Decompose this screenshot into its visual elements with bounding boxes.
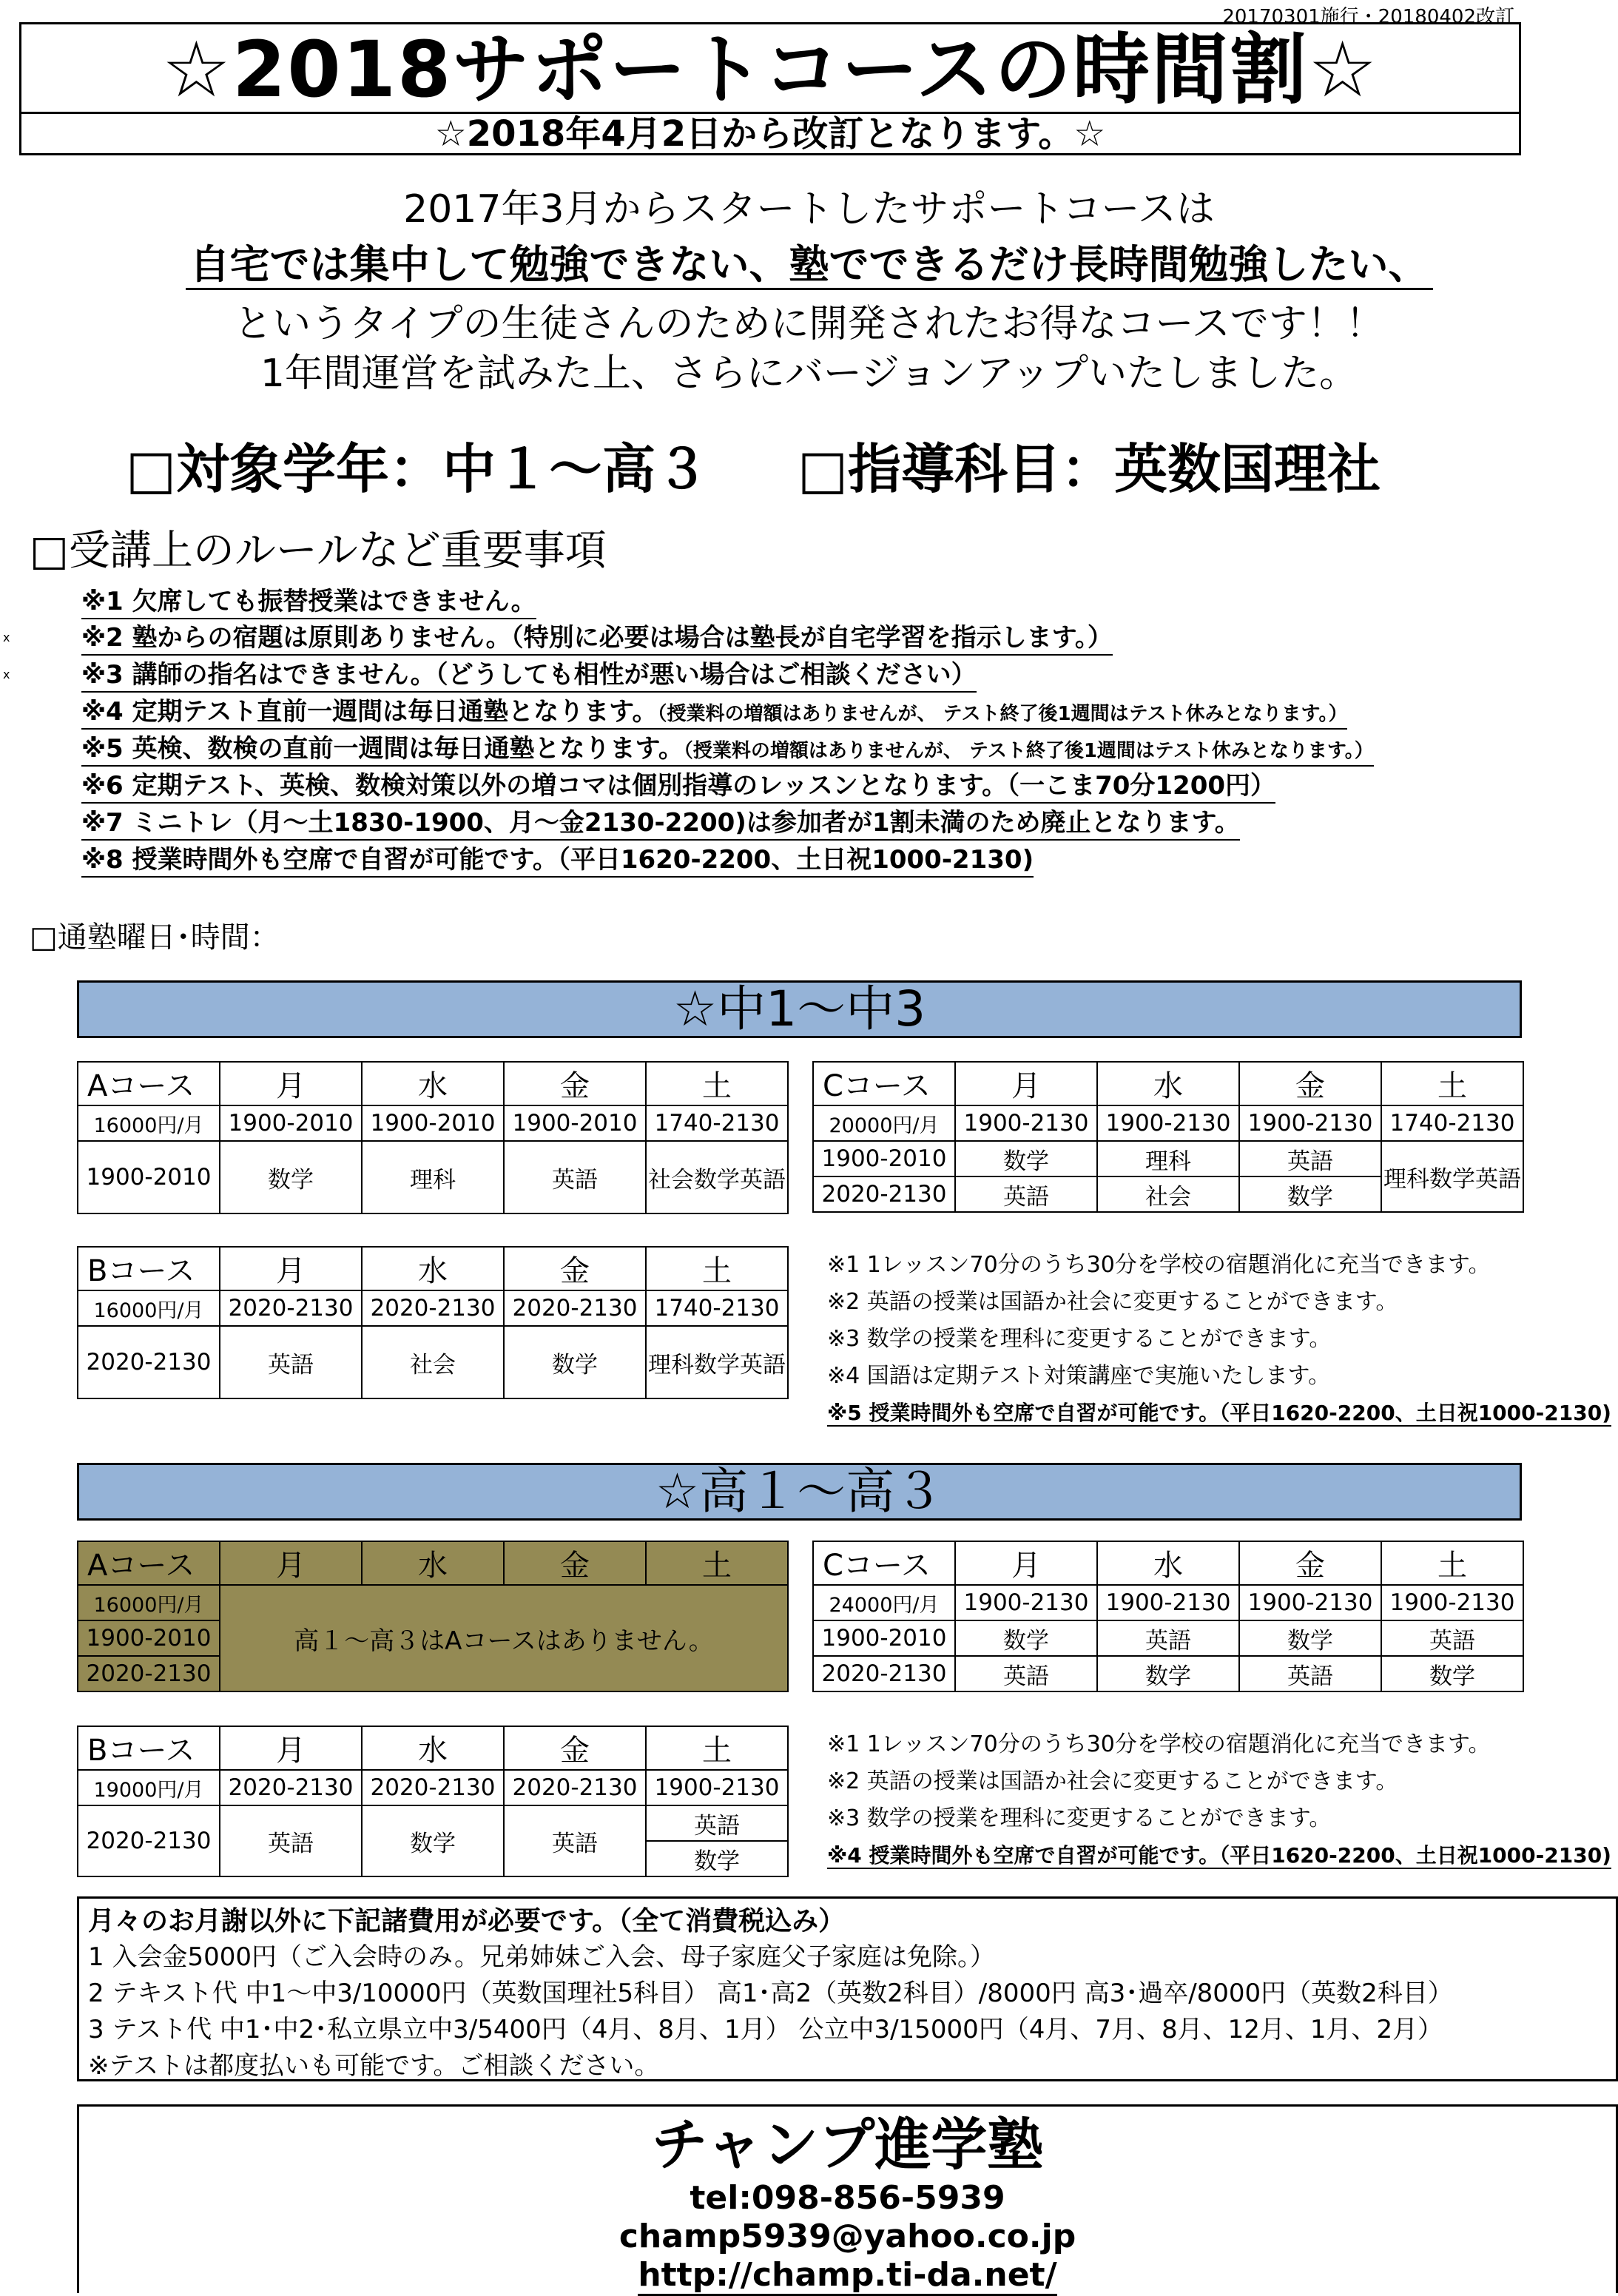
- revision-note: 20170301施行・20180402改訂: [1222, 6, 1514, 28]
- rules-title: □受講上のルールなど重要事項: [30, 527, 607, 575]
- subject-cell: 数学: [1097, 1656, 1239, 1691]
- note-item: ※1 1レッスン70分のうち30分を学校の宿題消化に充当できます。: [827, 1252, 1491, 1278]
- subject-cell: 数学: [1239, 1620, 1381, 1656]
- row-time-label: 2020-2130: [78, 1805, 220, 1876]
- rule-text: ※8 授業時間外も空席で自習が可能です。（平日1620-2200、土日祝1000-2130): [81, 845, 1034, 875]
- subject-cell: 英語: [955, 1656, 1097, 1691]
- rule-text: ※2 塾からの宿題は原則ありません。（特別に必要は場合は塾長が自宅学習を指示します。）: [81, 623, 1113, 653]
- row-time-label: 1900-2010: [78, 1141, 220, 1213]
- time-cell: 1740-2130: [646, 1105, 788, 1141]
- time-cell: 1900-2130: [1097, 1105, 1239, 1141]
- subject-cell: 英語: [504, 1805, 646, 1876]
- course-price: 16000円/月: [78, 1105, 220, 1141]
- time-cell: 1740-2130: [646, 1290, 788, 1326]
- rule-item: [81, 654, 977, 693]
- note-item: ※2 英語の授業は国語か社会に変更することができます。: [827, 1289, 1398, 1315]
- course-price: 24000円/月: [813, 1585, 955, 1620]
- title-box: [19, 22, 1521, 155]
- time-cell: 2020-2130: [220, 1290, 362, 1326]
- day-header: 月: [220, 1541, 362, 1585]
- day-header: 金: [1239, 1062, 1381, 1105]
- rule-text: ※5 英検、数検の直前一週間は毎日通塾となります。: [81, 734, 684, 764]
- junior-band: ☆中1～中3: [77, 980, 1522, 1038]
- fee-line: ※テストは都度払いも可能です。ご相談ください。: [88, 2051, 660, 2081]
- rule-item: [81, 802, 1240, 841]
- rule-text: ※4 定期テスト直前一週間は毎日通塾となります。: [81, 697, 658, 727]
- subject-cell: 社会数学英語: [646, 1141, 788, 1213]
- rule-item: [81, 839, 1034, 878]
- subject-cell: 数学: [955, 1620, 1097, 1656]
- time-cell: 2020-2130: [504, 1290, 646, 1326]
- time-cell: 1900-2130: [646, 1770, 788, 1805]
- subject-cell: 英語: [646, 1805, 788, 1841]
- intro-line-2: [0, 233, 1618, 290]
- day-header: 金: [504, 1726, 646, 1770]
- senior-course-c-table: [812, 1541, 1524, 1692]
- subject-cell: 理科: [362, 1141, 504, 1213]
- row-time-label: 2020-2130: [813, 1656, 955, 1691]
- day-header: 土: [646, 1541, 788, 1585]
- time-cell: 1900-2010: [362, 1105, 504, 1141]
- targets: [126, 426, 1381, 503]
- row-time-label: 1900-2010: [813, 1620, 955, 1656]
- subject-cell: 理科数学英語: [646, 1326, 788, 1398]
- day-header: 水: [362, 1726, 504, 1770]
- subject-cell: 英語: [955, 1176, 1097, 1212]
- note-item: ※3 数学の授業を理科に変更することができます。: [827, 1805, 1332, 1831]
- fees-box: [77, 1896, 1618, 2081]
- time-cell: 1740-2130: [1381, 1105, 1523, 1141]
- note-item: ※3 数学の授業を理科に変更することができます。: [827, 1326, 1332, 1352]
- day-header: 金: [504, 1541, 646, 1585]
- subject-cell: 数学: [362, 1805, 504, 1876]
- day-header: 土: [646, 1247, 788, 1290]
- rule-text: ※7 ミニトレ（月～土1830-1900、月～金2130-2200)は参加者が1割未満のため廃止となります。: [81, 808, 1240, 838]
- subject-cell: 英語: [1097, 1620, 1239, 1656]
- target-subjects: □指導科目：英数国理社: [798, 438, 1381, 500]
- time-cell: 1900-2130: [1381, 1585, 1523, 1620]
- subject-cell: 英語: [220, 1326, 362, 1398]
- contact-box: [77, 2104, 1618, 2293]
- rule-item: [81, 617, 1113, 656]
- subject-cell: 理科: [1097, 1141, 1239, 1176]
- course-price: 16000円/月: [78, 1290, 220, 1326]
- note-item: ※1 1レッスン70分のうち30分を学校の宿題消化に充当できます。: [827, 1731, 1491, 1757]
- day-header: 土: [1381, 1541, 1523, 1585]
- intro-line-1: 2017年3月からスタートしたサポートコースは: [403, 187, 1215, 232]
- day-header: 水: [362, 1062, 504, 1105]
- day-header: 水: [1097, 1062, 1239, 1105]
- subject-cell: 数学: [1381, 1656, 1523, 1691]
- email-address: champ5939@yahoo.co.jp: [618, 2218, 1076, 2255]
- website-link[interactable]: http://champ.ti-da.net/: [638, 2256, 1056, 2296]
- course-price: 19000円/月: [78, 1770, 220, 1805]
- rule-text: ※3 講師の指名はできません。（どうしても相性が悪い場合はご相談ください）: [81, 660, 977, 690]
- fee-line: 2 テキスト代 中1～中3/10000円（英数国理社5科目） 高1･高2（英数2科目）/8000円 高3･過卒/8000円（英数2科目）: [88, 1979, 1453, 2008]
- subject-cell: 数学: [504, 1326, 646, 1398]
- subject-cell: 英語: [1239, 1141, 1381, 1176]
- day-header: 土: [646, 1062, 788, 1105]
- rule-note: （授業料の増額はありませんが、 テスト終了後1週間はテスト休みとなります。）: [657, 703, 1348, 725]
- course-name: Bコース: [78, 1247, 220, 1290]
- senior-course-a-table: [77, 1541, 789, 1692]
- senior-course-b-table: [77, 1726, 789, 1877]
- time-cell: 1900-2010: [220, 1105, 362, 1141]
- intro-line-4: 1年間運営を試みた上、さらにバージョンアップいたしました。: [260, 351, 1358, 396]
- subject-cell: 社会: [362, 1326, 504, 1398]
- subject-cell: 英語: [1381, 1620, 1523, 1656]
- x-mark: x: [3, 630, 10, 644]
- day-header: 土: [646, 1726, 788, 1770]
- intro-line-3: というタイプの生徒さんのために開発されたお得なコースです！！: [234, 302, 1384, 346]
- course-name: Aコース: [78, 1541, 220, 1585]
- row-time-label: 1900-2010: [813, 1141, 955, 1176]
- note-item: ※4 国語は定期テスト対策講座で実施いたします。: [827, 1363, 1331, 1389]
- rule-item: [81, 765, 1275, 804]
- subject-cell: 理科数学英語: [1381, 1141, 1523, 1212]
- course-name: Aコース: [78, 1062, 220, 1105]
- time-cell: 1900-2130: [955, 1585, 1097, 1620]
- day-header: 月: [220, 1247, 362, 1290]
- junior-course-c-table: [812, 1061, 1524, 1213]
- time-cell: 2020-2130: [362, 1770, 504, 1805]
- fee-line: 3 テスト代 中1･中2･私立県立中3/5400円（4月、8月、1月） 公立中3/15000円（4月、7月、8月、12月、1月、2月）: [88, 2015, 1443, 2044]
- x-mark: x: [3, 667, 10, 681]
- day-header: 金: [504, 1062, 646, 1105]
- note-item: ※4 授業時間外も空席で自習が可能です。（平日1620-2200、土日祝1000-2130): [827, 1843, 1611, 1868]
- rule-item: [81, 728, 1374, 767]
- fees-header: 月々のお月謝以外に下記諸費用が必要です。（全て消費税込み）: [88, 1906, 846, 1936]
- day-header: 金: [504, 1247, 646, 1290]
- subject-cell: 数学: [955, 1141, 1097, 1176]
- junior-course-a-table: [77, 1061, 789, 1214]
- day-header: 月: [955, 1062, 1097, 1105]
- rule-text: ※1 欠席しても振替授業はできません。: [81, 587, 536, 616]
- subject-cell: 英語: [1239, 1656, 1381, 1691]
- subject-cell: 数学: [1239, 1176, 1381, 1212]
- fee-line: 1 入会金5000円（ご入会時のみ。兄弟姉妹ご入会、母子家庭父子家庭は免除。）: [88, 1942, 996, 1972]
- course-name: Cコース: [813, 1062, 955, 1105]
- day-header: 月: [955, 1541, 1097, 1585]
- subject-cell: 社会: [1097, 1176, 1239, 1212]
- senior-band: ☆高１～高３: [77, 1463, 1522, 1521]
- day-header: 水: [362, 1247, 504, 1290]
- row-time-label: 2020-2130: [813, 1176, 955, 1212]
- row-time-label: 1900-2010: [78, 1620, 220, 1656]
- day-header: 水: [362, 1541, 504, 1585]
- day-header: 月: [220, 1062, 362, 1105]
- time-cell: 2020-2130: [504, 1770, 646, 1805]
- time-cell: 2020-2130: [362, 1290, 504, 1326]
- senior-notes: [827, 1726, 1611, 1874]
- time-cell: 2020-2130: [220, 1770, 362, 1805]
- phone-number: tel:098-856-5939: [690, 2179, 1005, 2217]
- intro-line-2-text: 自宅では集中して勉強できない、塾でできるだけ長時間勉強したい、: [186, 241, 1433, 290]
- day-header: 土: [1381, 1062, 1523, 1105]
- junior-course-b-table: [77, 1246, 789, 1399]
- day-header: 水: [1097, 1541, 1239, 1585]
- junior-notes: [827, 1247, 1611, 1432]
- note-item: ※2 英語の授業は国語か社会に変更することができます。: [827, 1768, 1398, 1794]
- target-grade: □対象学年：中１～高３: [126, 438, 709, 500]
- page-subtitle: ☆2018年4月2日から改訂となります。☆: [434, 113, 1106, 155]
- time-cell: 1900-2130: [1097, 1585, 1239, 1620]
- time-cell: 1900-2130: [955, 1105, 1097, 1141]
- course-price: 20000円/月: [813, 1105, 955, 1141]
- day-header: 金: [1239, 1541, 1381, 1585]
- no-course-message: 高１～高３はAコースはありません。: [220, 1585, 788, 1691]
- rule-item: [81, 691, 1347, 730]
- school-name: チャンプ進学塾: [651, 2112, 1044, 2178]
- rule-note: （授業料の増額はありませんが、 テスト終了後1週間はテスト休みとなります。）: [683, 740, 1374, 762]
- subject-cell: 数学: [646, 1841, 788, 1876]
- time-cell: 1900-2010: [504, 1105, 646, 1141]
- subject-cell: 英語: [220, 1805, 362, 1876]
- rule-item: [81, 581, 536, 619]
- note-item: ※5 授業時間外も空席で自習が可能です。（平日1620-2200、土日祝1000-2130): [827, 1401, 1611, 1425]
- time-cell: 1900-2130: [1239, 1585, 1381, 1620]
- course-name: Cコース: [813, 1541, 955, 1585]
- subject-cell: 英語: [504, 1141, 646, 1213]
- rule-text: ※6 定期テスト、英検、数検対策以外の増コマは個別指導のレッスンとなります。（一こま70分1200円）: [81, 771, 1276, 801]
- schedule-label: □通塾曜日･時間：: [30, 920, 280, 955]
- page-title: ☆2018サポートコースの時間割☆: [161, 24, 1379, 115]
- time-cell: 1900-2130: [1239, 1105, 1381, 1141]
- course-name: Bコース: [78, 1726, 220, 1770]
- row-time-label: 2020-2130: [78, 1656, 220, 1691]
- row-time-label: 2020-2130: [78, 1326, 220, 1398]
- course-price: 16000円/月: [78, 1585, 220, 1620]
- day-header: 月: [220, 1726, 362, 1770]
- subject-cell: 数学: [220, 1141, 362, 1213]
